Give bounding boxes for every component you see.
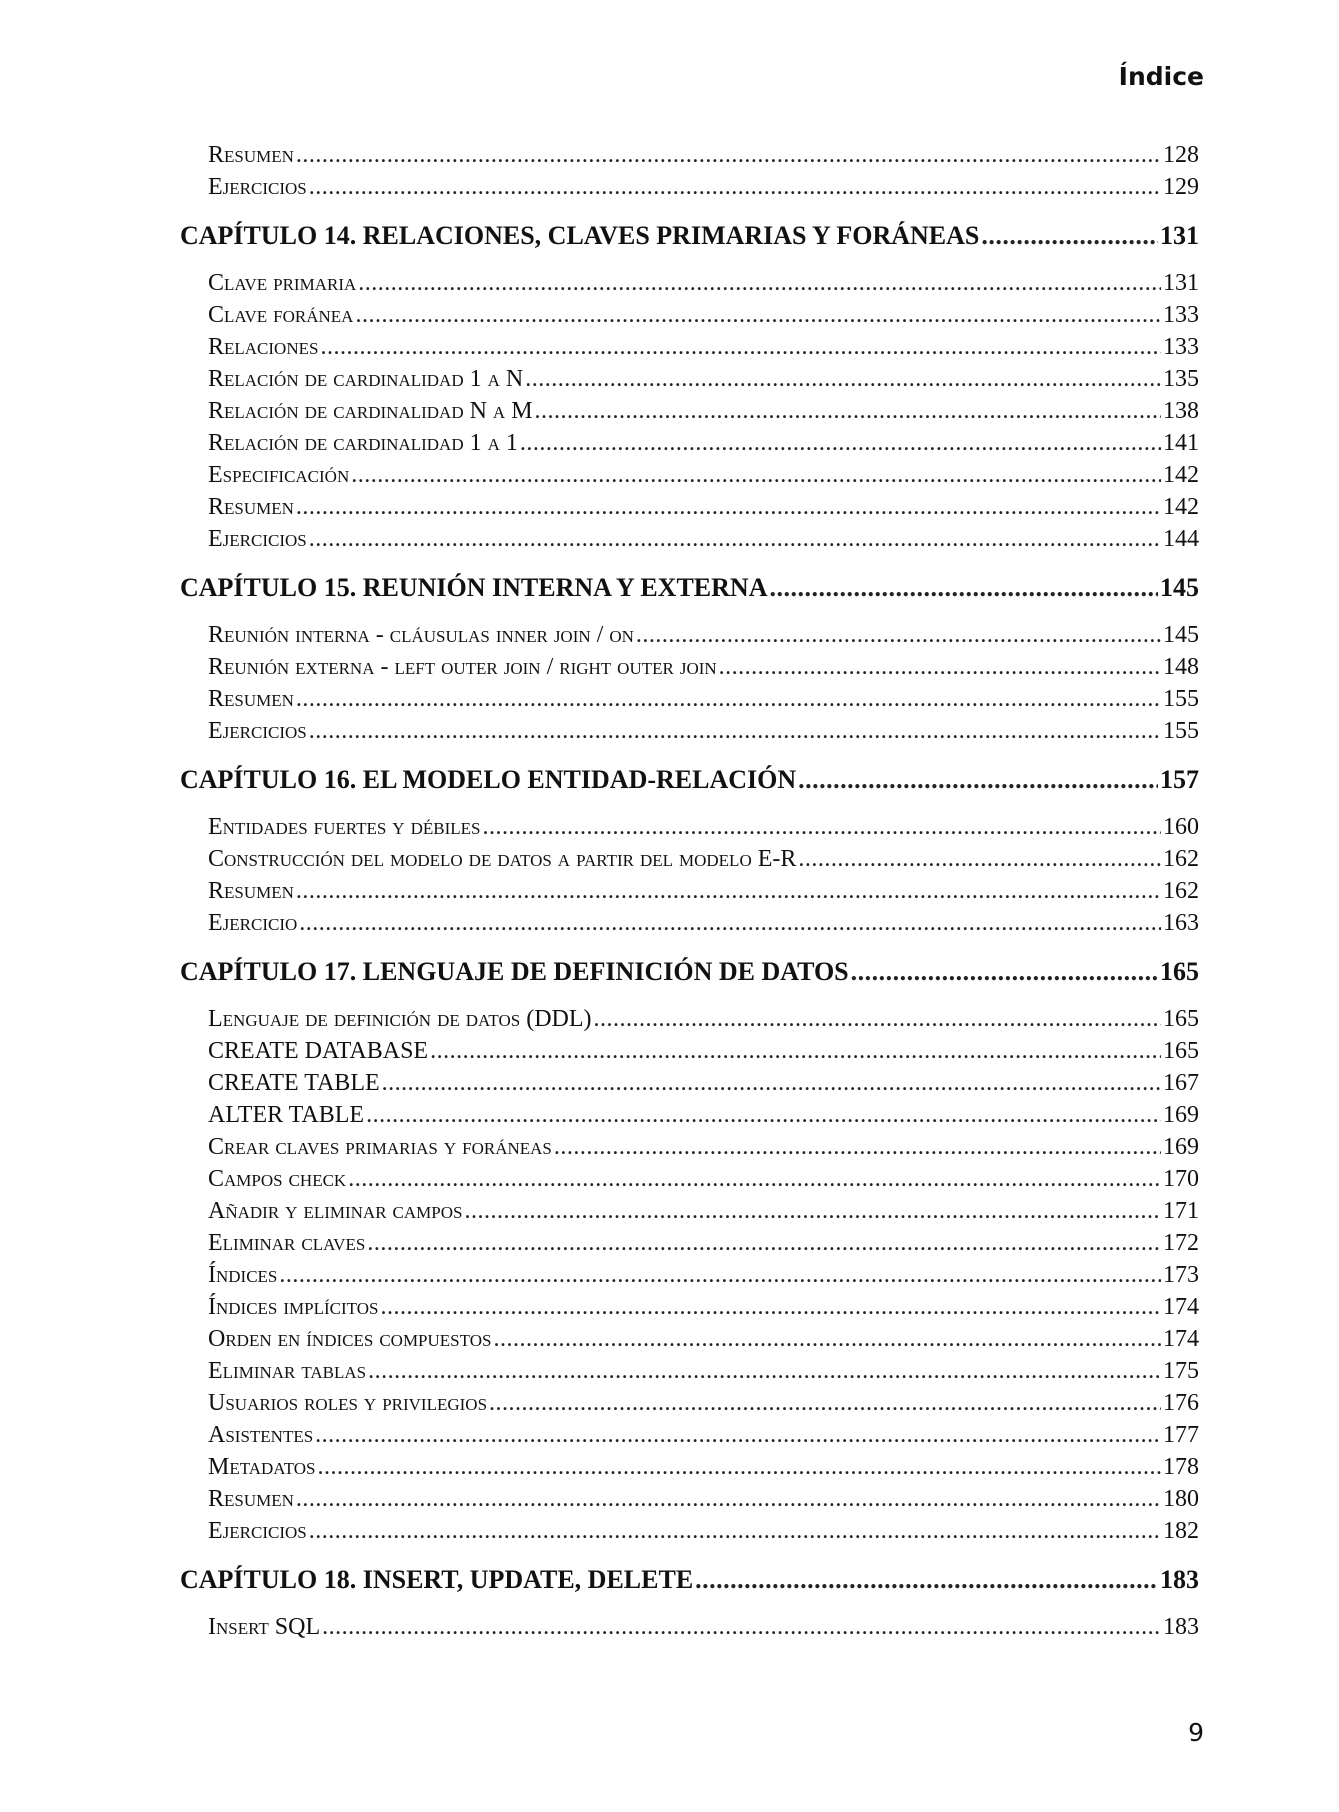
toc-section-entry[interactable] — [180, 1291, 1199, 1323]
toc-entry-title: Relaciones — [208, 334, 319, 360]
toc-entry-page: 167 — [1163, 1070, 1199, 1096]
toc-entry-page: 133 — [1163, 302, 1199, 328]
dot-leader — [320, 331, 1161, 363]
toc-entry-title: ALTER TABLE — [208, 1102, 365, 1128]
toc-entry-title: Asistentes — [208, 1422, 314, 1448]
toc-entry-page: 165 — [1160, 957, 1199, 986]
toc-entry-title: Ejercicios — [208, 718, 307, 744]
toc-entry-title: CREATE DATABASE — [208, 1038, 429, 1064]
toc-entry-title: Añadir y eliminar campos — [208, 1198, 463, 1224]
dot-leader — [296, 491, 1161, 523]
toc-section-entry[interactable] — [180, 715, 1199, 747]
toc-section-entry[interactable] — [180, 1451, 1199, 1483]
toc-entry-title: Clave foránea — [208, 302, 354, 328]
toc-section-entry[interactable] — [180, 299, 1199, 331]
toc-entry-title: Ejercicio — [208, 910, 298, 936]
dot-leader — [299, 907, 1161, 939]
toc-entry-title: Eliminar tablas — [208, 1358, 367, 1384]
toc-entry-title: Eliminar claves — [208, 1230, 366, 1256]
dot-leader — [798, 843, 1161, 875]
toc-entry-title: Insert SQL — [208, 1614, 321, 1640]
dot-leader — [315, 1419, 1161, 1451]
dot-leader — [525, 363, 1161, 395]
toc-chapter-entry[interactable] — [180, 763, 1199, 797]
toc-section-entry[interactable] — [180, 363, 1199, 395]
toc-entry-page: 162 — [1163, 878, 1199, 904]
dot-leader — [296, 139, 1161, 171]
dot-leader — [719, 651, 1161, 683]
toc-entry-title: Lenguaje de definición de datos (DDL) — [208, 1006, 592, 1032]
toc-entry-page: 165 — [1163, 1038, 1199, 1064]
toc-section-entry[interactable] — [180, 139, 1199, 171]
dot-leader — [464, 1195, 1161, 1227]
toc-entry-page: 163 — [1163, 910, 1199, 936]
toc-entry-page: 144 — [1163, 526, 1199, 552]
toc-entry-title: Ejercicios — [208, 174, 307, 200]
toc-section-entry[interactable] — [180, 1483, 1199, 1515]
dot-leader — [380, 1291, 1161, 1323]
toc-entry-title: Crear claves primarias y foráneas — [208, 1134, 552, 1160]
toc-entry-page: 148 — [1163, 654, 1199, 680]
toc-section-entry[interactable] — [180, 843, 1199, 875]
toc-entry-title: Relación de cardinalidad 1 a N — [208, 366, 524, 392]
toc-entry-title: Resumen — [208, 878, 294, 904]
toc-entry-page: 183 — [1163, 1614, 1199, 1640]
running-header-title: Índice — [1118, 62, 1204, 91]
dot-leader — [348, 1163, 1161, 1195]
toc-section-entry[interactable] — [180, 1227, 1199, 1259]
toc-entry-page: 155 — [1163, 718, 1199, 744]
toc-entry-page: 129 — [1163, 174, 1199, 200]
toc-entry-title: Clave primaria — [208, 270, 357, 296]
dot-leader — [482, 811, 1161, 843]
toc-entry-page: 135 — [1163, 366, 1199, 392]
toc-entry-page: 173 — [1163, 1262, 1199, 1288]
toc-entry-title: CAPÍTULO 17. LENGUAJE DE DEFINICIÓN DE DATOS — [180, 957, 849, 986]
toc-entry-title: CAPÍTULO 15. REUNIÓN INTERNA Y EXTERNA — [180, 573, 768, 602]
dot-leader — [296, 683, 1161, 715]
toc-chapter-entry[interactable] — [180, 571, 1199, 605]
toc-entry-page: 131 — [1160, 221, 1199, 250]
toc-entry-page: 178 — [1163, 1454, 1199, 1480]
toc-entry-page: 174 — [1163, 1294, 1199, 1320]
toc-section-entry[interactable] — [180, 1035, 1199, 1067]
toc-section-entry[interactable] — [180, 1355, 1199, 1387]
toc-entry-title: Construcción del modelo de datos a partir del modelo E-R — [208, 846, 797, 872]
toc-section-entry[interactable] — [180, 907, 1199, 939]
toc-entry-title: Índices implícitos — [208, 1294, 379, 1320]
dot-leader — [695, 1563, 1158, 1597]
toc-entry-title: Índices — [208, 1262, 278, 1288]
toc-entry-page: 170 — [1163, 1166, 1199, 1192]
dot-leader — [493, 1323, 1161, 1355]
toc-entry-page: 177 — [1163, 1422, 1199, 1448]
toc-entry-page: 180 — [1163, 1486, 1199, 1512]
toc-entry-page: 160 — [1163, 814, 1199, 840]
toc-entry-title: Ejercicios — [208, 526, 307, 552]
toc-entry-page: 142 — [1163, 462, 1199, 488]
dot-leader — [309, 171, 1161, 203]
toc-entry-page: 141 — [1163, 430, 1199, 456]
toc-entry-page: 128 — [1163, 142, 1199, 168]
toc-entry-page: 142 — [1163, 494, 1199, 520]
dot-leader — [296, 1483, 1161, 1515]
toc-entry-page: 145 — [1160, 573, 1199, 602]
toc-entry-page: 172 — [1163, 1230, 1199, 1256]
dot-leader — [554, 1131, 1161, 1163]
toc-section-entry[interactable] — [180, 1131, 1199, 1163]
dot-leader — [296, 875, 1161, 907]
toc-entry-page: 183 — [1160, 1565, 1199, 1594]
toc-section-entry[interactable] — [180, 491, 1199, 523]
toc-section-entry[interactable] — [180, 523, 1199, 555]
dot-leader — [368, 1355, 1161, 1387]
dot-leader — [358, 267, 1161, 299]
dot-leader — [430, 1035, 1161, 1067]
dot-leader — [318, 1451, 1161, 1483]
toc-entry-page: 182 — [1163, 1518, 1199, 1544]
toc-section-entry[interactable] — [180, 1259, 1199, 1291]
toc-entry-title: CREATE TABLE — [208, 1070, 380, 1096]
toc-entry-title: Ejercicios — [208, 1518, 307, 1544]
toc-section-entry[interactable] — [180, 683, 1199, 715]
toc-entry-page: 169 — [1163, 1134, 1199, 1160]
toc-entry-page: 174 — [1163, 1326, 1199, 1352]
toc-entry-page: 175 — [1163, 1358, 1199, 1384]
toc-section-entry[interactable] — [180, 1067, 1199, 1099]
dot-leader — [355, 299, 1161, 331]
toc-section-entry[interactable] — [180, 1163, 1199, 1195]
toc-entry-title: CAPÍTULO 16. EL MODELO ENTIDAD-RELACIÓN — [180, 765, 797, 794]
toc-entry-title: Resumen — [208, 686, 294, 712]
toc-entry-page: 157 — [1160, 765, 1199, 794]
toc-section-entry[interactable] — [180, 1611, 1199, 1643]
toc-entry-title: Especificación — [208, 462, 350, 488]
toc-entry-page: 131 — [1163, 270, 1199, 296]
toc-section-entry[interactable] — [180, 619, 1199, 651]
toc-entry-title: CAPÍTULO 14. RELACIONES, CLAVES PRIMARIAS Y FORÁNEAS — [180, 221, 980, 250]
toc-section-entry[interactable] — [180, 1003, 1199, 1035]
toc-entry-title: Resumen — [208, 494, 294, 520]
toc-section-entry[interactable] — [180, 427, 1199, 459]
toc-entry-page: 176 — [1163, 1390, 1199, 1416]
toc-entry-title: Resumen — [208, 142, 294, 168]
dot-leader — [981, 219, 1158, 253]
dot-leader — [309, 1515, 1161, 1547]
toc-entry-page: 165 — [1163, 1006, 1199, 1032]
toc-section-entry[interactable] — [180, 331, 1199, 363]
table-of-contents — [180, 139, 1199, 1643]
dot-leader — [351, 459, 1161, 491]
toc-section-entry[interactable] — [180, 1419, 1199, 1451]
toc-entry-page: 171 — [1163, 1198, 1199, 1224]
toc-entry-title: Usuarios roles y privilegios — [208, 1390, 488, 1416]
toc-section-entry[interactable] — [180, 1387, 1199, 1419]
toc-entry-title: Reunión externa - left outer join / right outer join — [208, 654, 717, 680]
toc-entry-title: Metadatos — [208, 1454, 316, 1480]
dot-leader — [489, 1387, 1161, 1419]
toc-entry-title: Orden en índices compuestos — [208, 1326, 492, 1352]
toc-entry-title: CAPÍTULO 18. INSERT, UPDATE, DELETE — [180, 1565, 694, 1594]
toc-entry-title: Entidades fuertes y débiles — [208, 814, 481, 840]
toc-section-entry[interactable] — [180, 875, 1199, 907]
toc-entry-page: 155 — [1163, 686, 1199, 712]
toc-section-entry[interactable] — [180, 1195, 1199, 1227]
toc-section-entry[interactable] — [180, 267, 1199, 299]
toc-entry-title: Reunión interna - cláusulas inner join / on — [208, 622, 634, 648]
toc-section-entry[interactable] — [180, 395, 1199, 427]
toc-entry-title: Campos check — [208, 1166, 347, 1192]
dot-leader — [798, 763, 1158, 797]
dot-leader — [322, 1611, 1161, 1643]
dot-leader — [382, 1067, 1161, 1099]
dot-leader — [309, 523, 1161, 555]
toc-entry-page: 169 — [1163, 1102, 1199, 1128]
toc-entry-page: 145 — [1163, 622, 1199, 648]
toc-entry-title: Resumen — [208, 1486, 294, 1512]
dot-leader — [309, 715, 1161, 747]
toc-section-entry[interactable] — [180, 651, 1199, 683]
toc-chapter-entry[interactable] — [180, 1563, 1199, 1597]
dot-leader — [769, 571, 1158, 605]
toc-entry-title: Relación de cardinalidad 1 a 1 — [208, 430, 518, 456]
toc-section-entry[interactable] — [180, 171, 1199, 203]
toc-entry-title: Relación de cardinalidad N a M — [208, 398, 533, 424]
dot-leader — [366, 1099, 1161, 1131]
dot-leader — [279, 1259, 1161, 1291]
page-number: 9 — [1188, 1718, 1204, 1747]
dot-leader — [367, 1227, 1161, 1259]
dot-leader — [594, 1003, 1161, 1035]
toc-section-entry[interactable] — [180, 1099, 1199, 1131]
toc-section-entry[interactable] — [180, 1515, 1199, 1547]
dot-leader — [535, 395, 1161, 427]
toc-entry-page: 133 — [1163, 334, 1199, 360]
toc-chapter-entry[interactable] — [180, 955, 1199, 989]
toc-section-entry[interactable] — [180, 811, 1199, 843]
toc-entry-page: 138 — [1163, 398, 1199, 424]
toc-section-entry[interactable] — [180, 459, 1199, 491]
dot-leader — [851, 955, 1158, 989]
toc-entry-page: 162 — [1163, 846, 1199, 872]
dot-leader — [636, 619, 1161, 651]
dot-leader — [520, 427, 1161, 459]
toc-section-entry[interactable] — [180, 1323, 1199, 1355]
toc-chapter-entry[interactable] — [180, 219, 1199, 253]
